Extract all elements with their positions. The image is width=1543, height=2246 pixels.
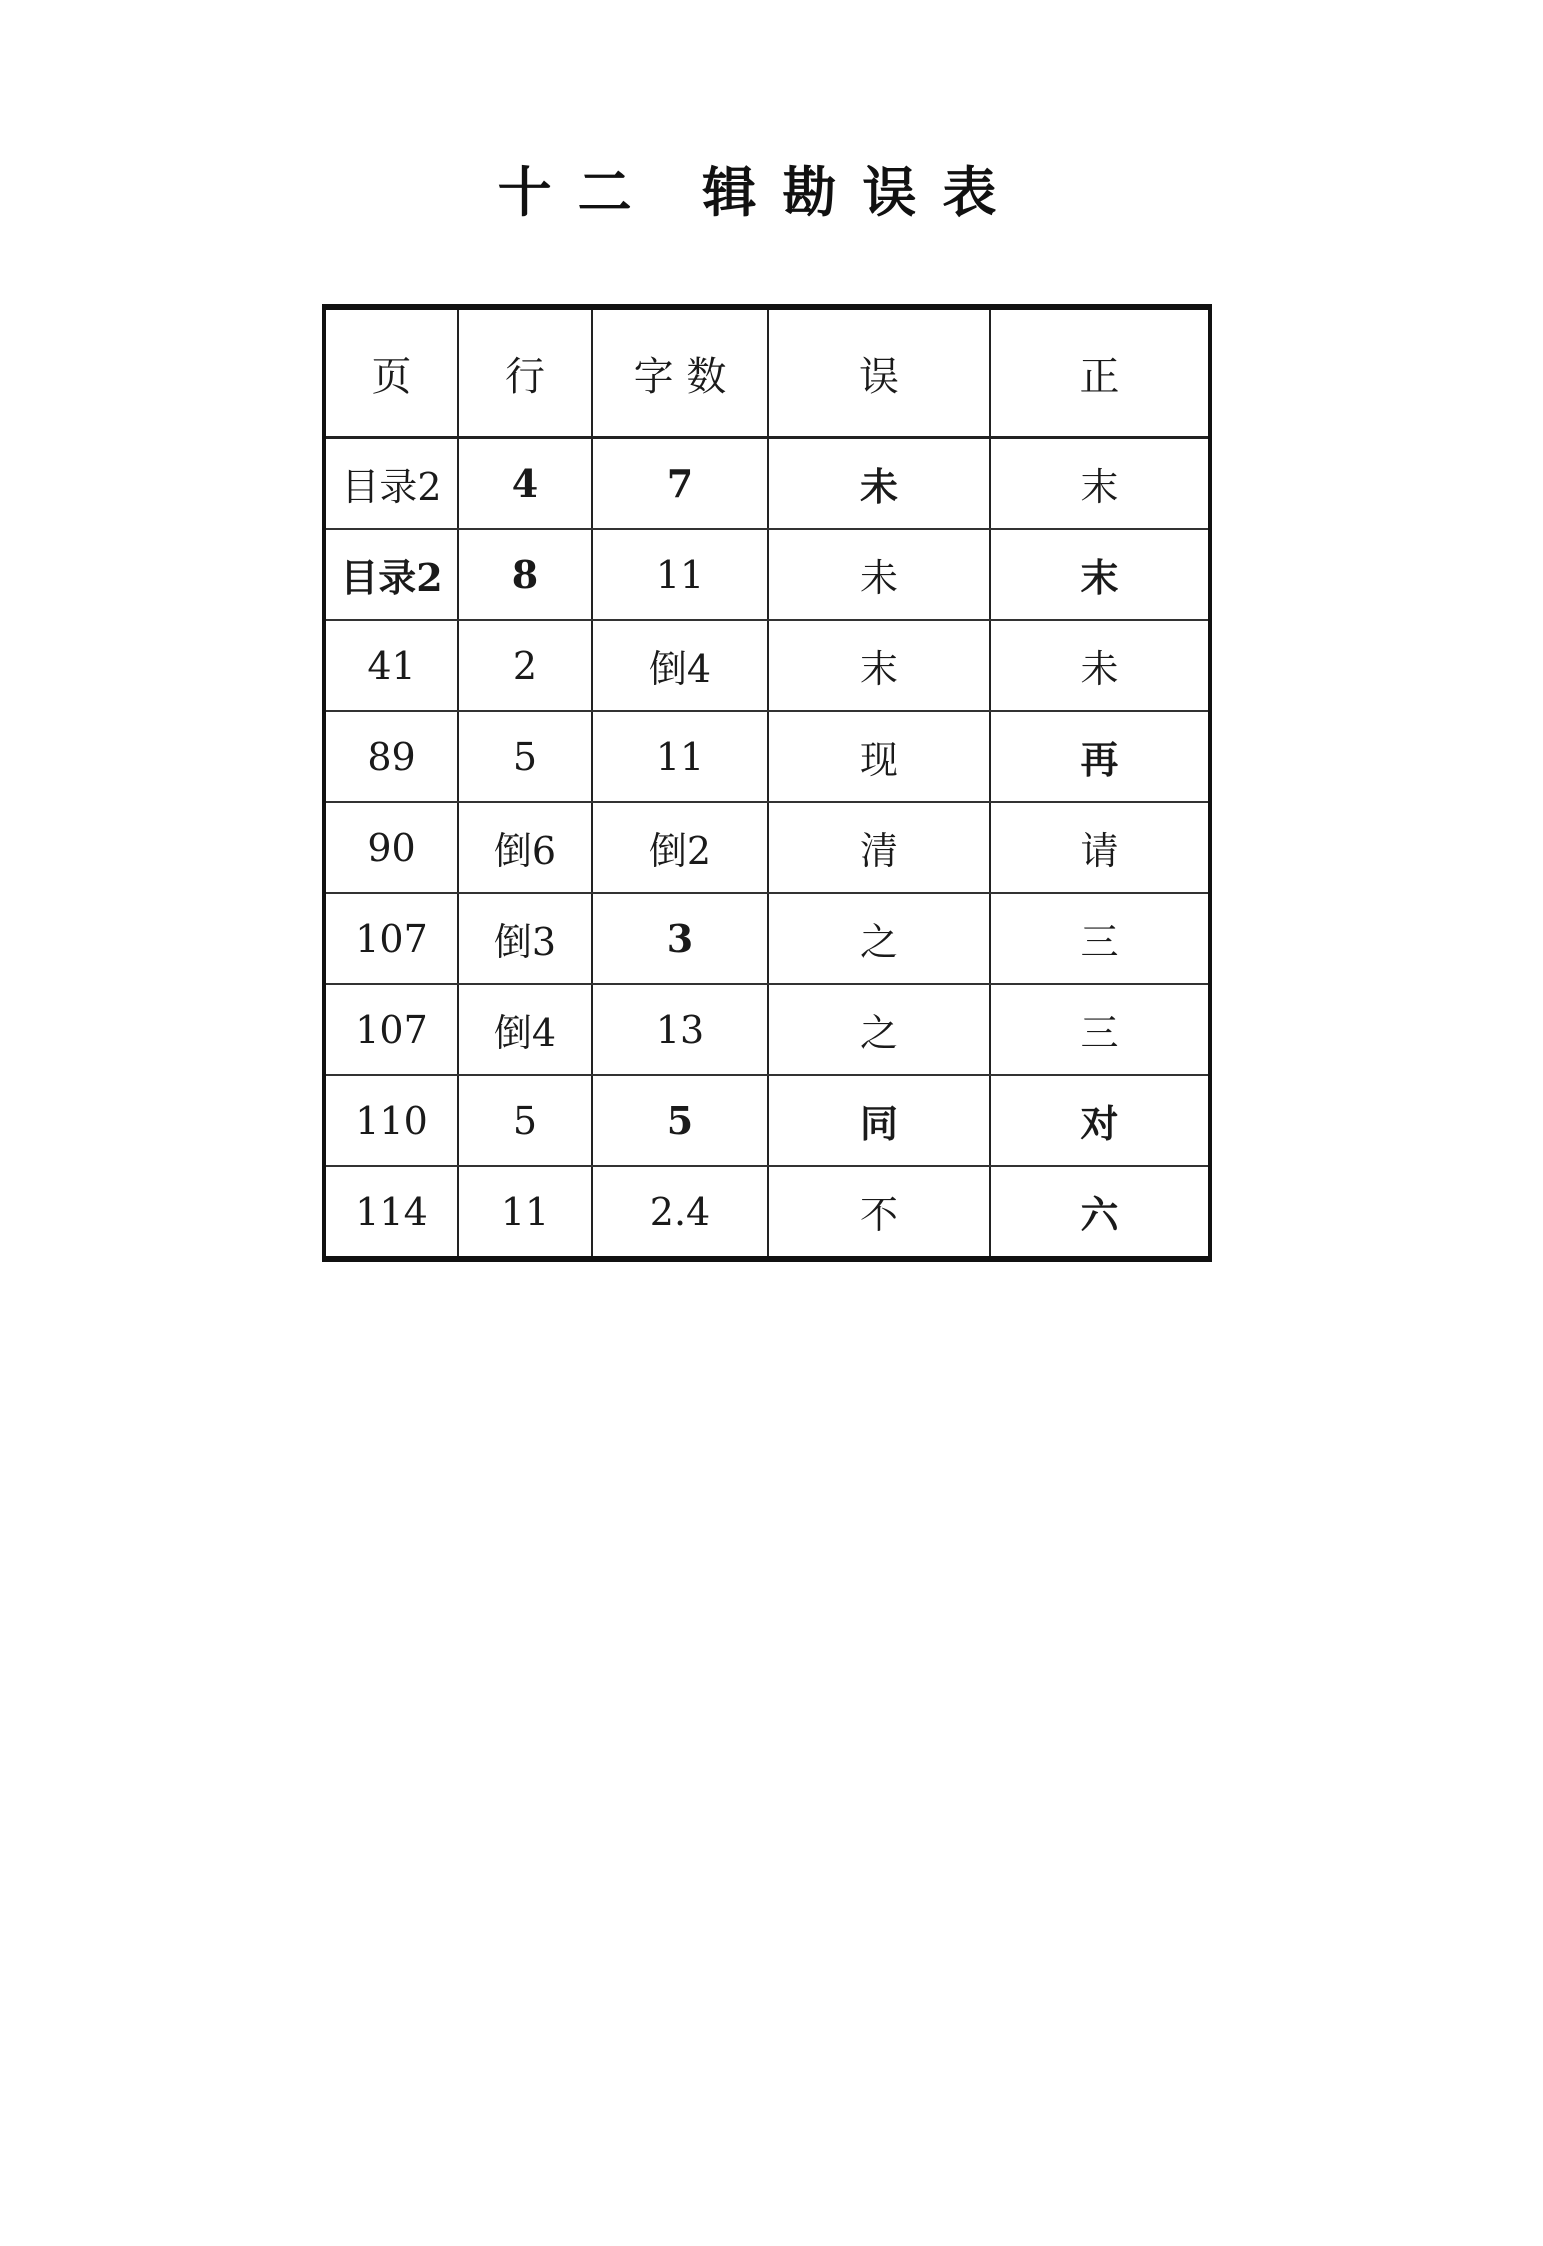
table-row	[324, 984, 1210, 1075]
cell-page: 90	[324, 802, 458, 893]
cell-wrong: 末	[768, 620, 990, 711]
cell-page: 107	[324, 893, 458, 984]
cell-wrong: 不	[768, 1166, 990, 1259]
cell-wrong: 清	[768, 802, 990, 893]
table-row	[324, 529, 1210, 620]
header-wrong: 误	[768, 307, 990, 438]
cell-correct: 再	[990, 711, 1210, 802]
cell-wrong: 未	[768, 529, 990, 620]
cell-wrong: 同	[768, 1075, 990, 1166]
cell-wrong: 现	[768, 711, 990, 802]
cell-char-count: 11	[592, 711, 768, 802]
cell-page: 89	[324, 711, 458, 802]
cell-correct: 三	[990, 893, 1210, 984]
cell-page: 110	[324, 1075, 458, 1166]
cell-char-count: 倒2	[592, 802, 768, 893]
cell-line: 倒6	[458, 802, 592, 893]
cell-wrong: 之	[768, 893, 990, 984]
table-row	[324, 438, 1210, 530]
table-row	[324, 1075, 1210, 1166]
cell-line: 11	[458, 1166, 592, 1259]
table-row	[324, 711, 1210, 802]
table-row	[324, 893, 1210, 984]
cell-line: 倒3	[458, 893, 592, 984]
table-row	[324, 620, 1210, 711]
cell-wrong: 之	[768, 984, 990, 1075]
header-char-count: 字 数	[592, 307, 768, 438]
cell-page: 41	[324, 620, 458, 711]
cell-line: 2	[458, 620, 592, 711]
cell-correct: 末	[990, 438, 1210, 530]
cell-correct: 对	[990, 1075, 1210, 1166]
cell-line: 倒4	[458, 984, 592, 1075]
cell-wrong: 未	[768, 438, 990, 530]
cell-correct: 请	[990, 802, 1210, 893]
cell-char-count: 13	[592, 984, 768, 1075]
cell-page: 114	[324, 1166, 458, 1259]
cell-char-count: 2.4	[592, 1166, 768, 1259]
header-page: 页	[324, 307, 458, 438]
cell-char-count: 7	[592, 438, 768, 530]
cell-correct: 三	[990, 984, 1210, 1075]
header-correct: 正	[990, 307, 1210, 438]
cell-page: 目录2	[324, 529, 458, 620]
cell-correct: 未	[990, 620, 1210, 711]
cell-char-count: 3	[592, 893, 768, 984]
errata-table	[322, 304, 1212, 1262]
cell-line: 5	[458, 711, 592, 802]
table-header-row	[324, 307, 1210, 438]
cell-correct: 六	[990, 1166, 1210, 1259]
cell-line: 4	[458, 438, 592, 530]
cell-char-count: 5	[592, 1075, 768, 1166]
cell-line: 8	[458, 529, 592, 620]
header-line: 行	[458, 307, 592, 438]
page-title: 十二 辑勘误表	[497, 160, 1023, 224]
cell-char-count: 倒4	[592, 620, 768, 711]
cell-page: 目录2	[324, 438, 458, 530]
cell-correct: 末	[990, 529, 1210, 620]
cell-char-count: 11	[592, 529, 768, 620]
cell-line: 5	[458, 1075, 592, 1166]
cell-page: 107	[324, 984, 458, 1075]
table-row	[324, 1166, 1210, 1259]
table-row	[324, 802, 1210, 893]
